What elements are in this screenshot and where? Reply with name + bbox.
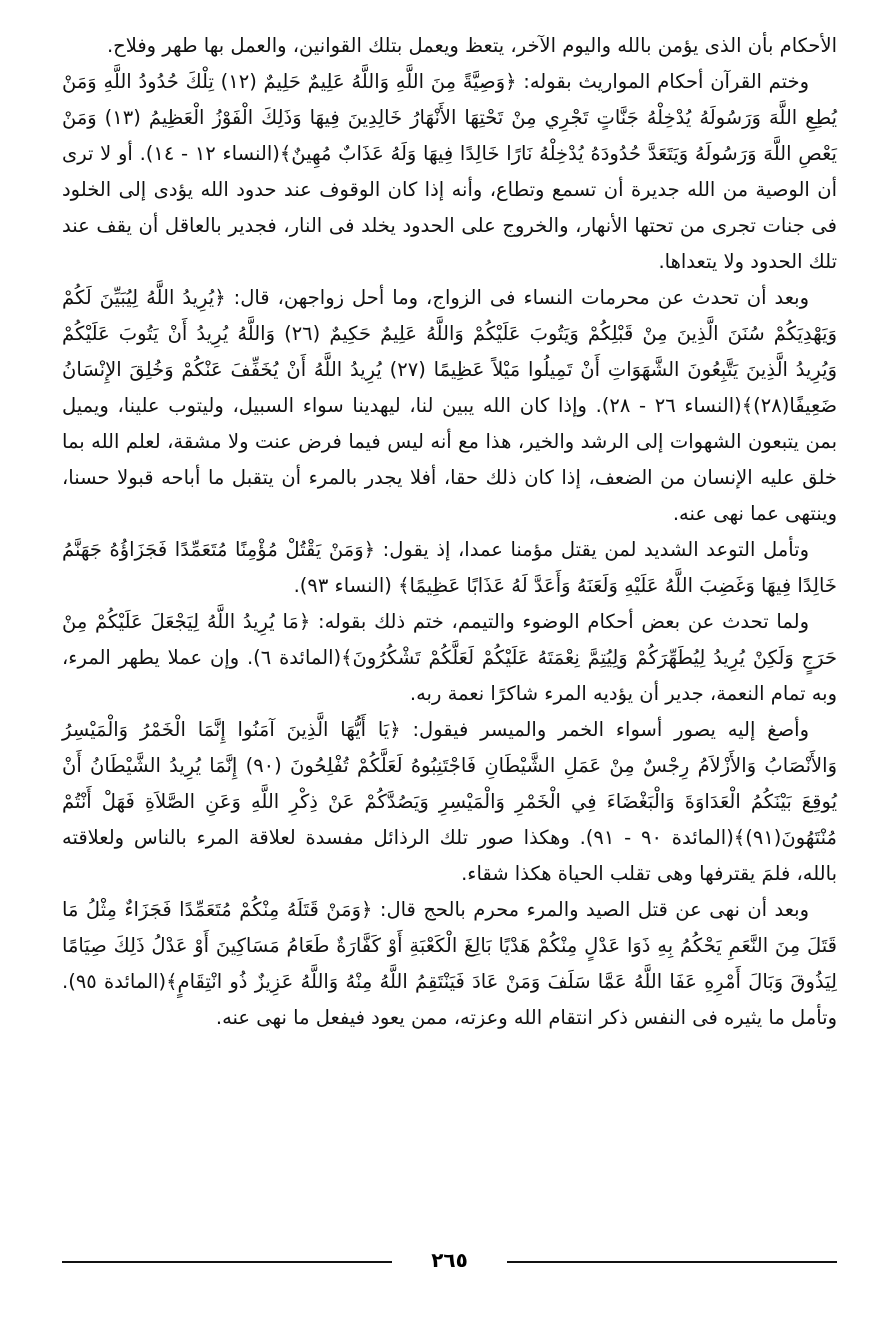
page-body [62, 28, 837, 1036]
paragraph-5: ولما تحدث عن بعض أحكام الوضوء والتيمم، ختم ذلك بقوله: ﴿مَا يُرِيدُ اللَّهُ لِيَجْعَلَ عَلَيْكُمْ مِنْ حَرَجٍ وَلَكِنْ يُرِيدُ لِيُطَهِّرَكُمْ وَلِيُتِمَّ نِعْمَتَهُ عَلَيْكُمْ لَعَلَّكُمْ تَشْكُرُونَ﴾(المائدة ٦). وإن عملا يطهر المرء، وبه تمام النعمة، جدير أن يؤديه المرء شاكرًا نعمة ربه. [62, 610, 837, 705]
footer-rule-right [507, 1261, 837, 1263]
paragraph-7: وبعد أن نهى عن قتل الصيد والمرء محرم بالحج قال: ﴿وَمَنْ قَتَلَهُ مِنْكُمْ مُتَعَمِّدًا فَجَزَاءٌ مِثْلُ مَا قَتَلَ مِنَ النَّعَمِ يَحْكُمُ بِهِ ذَوَا عَدْلٍ مِنْكُمْ هَدْيًا بَالِغَ الْكَعْبَةِ أَوْ كَفَّارَةٌ طَعَامُ مَسَاكِينَ أَوْ عَدْلُ ذَلِكَ صِيَامًا لِيَذُوقَ وَبَالَ أَمْرِهِ عَفَا اللَّهُ عَمَّا سَلَفَ وَمَنْ عَادَ فَيَنْتَقِمُ اللَّهُ مِنْهُ وَاللَّهُ عَزِيزٌ ذُو انْتِقَامٍ﴾(المائدة ٩٥). وتأمل ما يثيره فى النفس ذكر انتقام الله وعزته، ممن يعود فيفعل ما نهى عنه. [62, 898, 837, 1029]
paragraph-6: وأصغ إليه يصور أسواء الخمر والميسر فيقول: ﴿يَا أَيُّهَا الَّذِينَ آمَنُوا إِنَّمَا الْخَمْرُ وَالْمَيْسِرُ وَالأَنْصَابُ وَالأَزْلاَمُ رِجْسٌ مِنْ عَمَلِ الشَّيْطَانِ فَاجْتَنِبُوهُ لَعَلَّكُمْ تُفْلِحُونَ (٩٠) إِنَّمَا يُرِيدُ الشَّيْطَانُ أَنْ يُوقِعَ بَيْنَكُمُ الْعَدَاوَةَ وَالْبَغْضَاءَ فِي الْخَمْرِ وَالْمَيْسِرِ وَيَصُدَّكُمْ عَنْ ذِكْرِ اللَّهِ وَعَنِ الصَّلاَةِ فَهَلْ أَنْتُمْ مُنْتَهُونَ(٩١)﴾(المائدة ٩٠ - ٩١). وهكذا صور تلك الرذائل مفسدة لعلاقة المرء بالناس ولعلاقته بالله، فلمَ يقترفها وهى تقلب الحياة هكذا شقاء. [62, 718, 838, 885]
page-footer [62, 1240, 837, 1280]
page-number: ٢٦٥ [431, 1248, 468, 1272]
paragraph-2: وختم القرآن أحكام المواريث بقوله: ﴿وَصِيَّةً مِنَ اللَّهِ وَاللَّهُ عَلِيمٌ حَلِيمٌ (١٢) تِلْكَ حُدُودُ اللَّهِ وَمَنْ يُطِعِ اللَّهَ وَرَسُولَهُ يُدْخِلْهُ جَنَّاتٍ تَجْرِي مِنْ تَحْتِهَا الأَنْهَارُ خَالِدِينَ فِيهَا وَذَلِكَ الْفَوْزُ الْعَظِيمُ (١٣) وَمَنْ يَعْصِ اللَّهَ وَرَسُولَهُ وَيَتَعَدَّ حُدُودَهُ يُدْخِلْهُ نَارًا خَالِدًا فِيهَا وَلَهُ عَذَابٌ مُهِينٌ﴾(النساء ١٢ - ١٤). أو لا ترى أن الوصية من الله جديرة أن تسمع وتطاع، وأنه إذا كان الوقوف عند حدود الله يؤدى إلى الخلود فى جنات تجرى من تحتها الأنهار، والخروج على الحدود يخلد فى النار، فجدير بالعاقل أن يقف عند تلك الحدود ولا يتعداها. [62, 70, 837, 273]
paragraph-4: وتأمل التوعد الشديد لمن يقتل مؤمنا عمدا، إذ يقول: ﴿وَمَنْ يَقْتُلْ مُؤْمِنًا مُتَعَمِّدًا فَجَزَاؤُهُ جَهَنَّمُ خَالِدًا فِيهَا وَغَضِبَ اللَّهُ عَلَيْهِ وَلَعَنَهُ وَأَعَدَّ لَهُ عَذَابًا عَظِيمًا﴾ (النساء ٩٣). [62, 538, 837, 597]
paragraph-3: وبعد أن تحدث عن محرمات النساء فى الزواج، وما أحل زواجهن، قال: ﴿يُرِيدُ اللَّهُ لِيُبَيِّنَ لَكُمْ وَيَهْدِيَكُمْ سُنَنَ الَّذِينَ مِنْ قَبْلِكُمْ وَيَتُوبَ عَلَيْكُمْ وَاللَّهُ عَلِيمٌ حَكِيمٌ (٢٦) وَاللَّهُ يُرِيدُ أَنْ يَتُوبَ عَلَيْكُمْ وَيُرِيدُ الَّذِينَ يَتَّبِعُونَ الشَّهَوَاتِ أَنْ تَمِيلُوا مَيْلاً عَظِيمًا (٢٧) يُرِيدُ اللَّهُ أَنْ يُخَفِّفَ عَنْكُمْ وَخُلِقَ الإِنْسَانُ ضَعِيفًا(٢٨)﴾(النساء ٢٦ - ٢٨). وإذا كان الله يبين لنا، ليهدينا سواء السبيل، وليتوب علينا، ويميل بمن يتبعون الشهوات إلى الرشد والخير، هذا مع أنه ليس فيما فرض عنت ولا مشقة، لعلم الله بما خلق عليه الإنسان من الضعف، إذا كان ذلك حقا، أفلا يجدر بالمرء أن يتقبل ما أباحه قبولا حسنا، وينتهى عما نهى عنه. [62, 286, 837, 525]
paragraph-1: الأحكام بأن الذى يؤمن بالله واليوم الآخر، يتعظ ويعمل بتلك القوانين، والعمل بها طهر وفلاح. [106, 34, 837, 57]
